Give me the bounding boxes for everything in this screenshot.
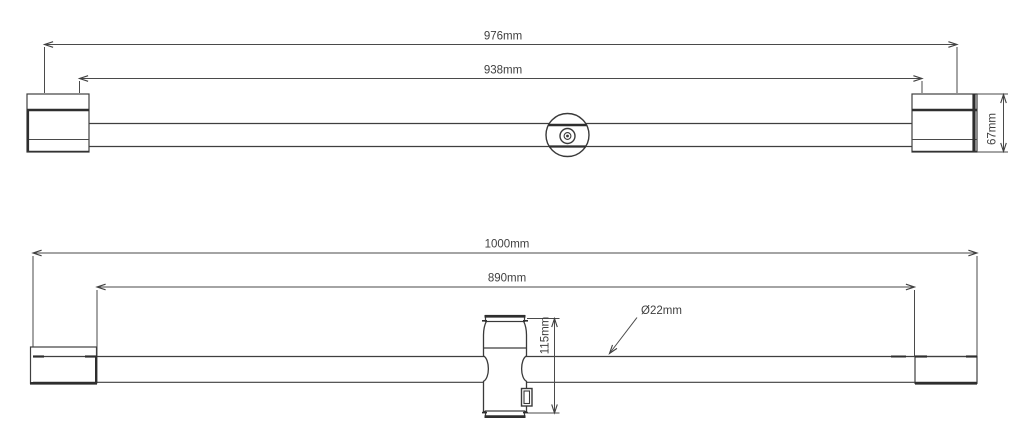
dimension-label: 67mm [986, 113, 999, 145]
screw-center-dot [566, 135, 569, 138]
dimension-label: 890mm [487, 272, 527, 285]
end-cap-body [915, 357, 977, 384]
bracket-body [484, 321, 527, 412]
dimension-top-overall [45, 31, 958, 94]
center-fitting [546, 114, 589, 157]
dimension-label: 938mm [483, 64, 523, 77]
end-cap-body [912, 94, 977, 152]
support-bracket [482, 316, 532, 418]
dimension-label: 1000mm [484, 238, 530, 251]
end-cap-body [27, 94, 89, 152]
bottom-view [30, 239, 977, 418]
tube-top-view [89, 124, 912, 147]
end-cap-right-top-view [912, 94, 977, 152]
end-cap-left-top-view [27, 94, 89, 152]
end-cap-right-bottom-view [915, 357, 977, 384]
dimension-end-height [977, 94, 1008, 152]
leader-line [610, 318, 638, 354]
dimension-label: 976mm [483, 30, 523, 43]
leader-tube-diameter [610, 305, 682, 354]
end-cap-left-bottom-view [30, 347, 97, 383]
dimension-label: 115mm [539, 316, 552, 355]
leader-label: Ø22mm [641, 305, 682, 317]
top-view [27, 31, 1008, 157]
end-cap-body [31, 347, 97, 383]
dimension-top-inner [80, 65, 923, 94]
